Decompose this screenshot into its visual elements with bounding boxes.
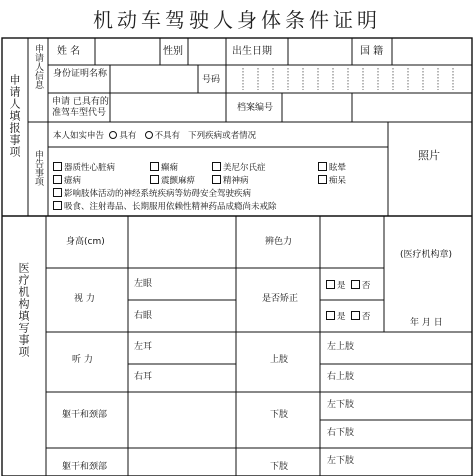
trunk-field[interactable] <box>129 393 235 447</box>
checkbox-icon[interactable] <box>53 188 62 197</box>
condition-item[interactable]: 吸食、注射毒品、长期服用依赖性精神药品成瘾尚未戒除 <box>53 201 277 212</box>
lower-limb-label-2: 下肢 <box>270 462 289 472</box>
checkbox-icon[interactable] <box>318 175 327 184</box>
corrected-label: 是否矫正 <box>262 294 299 304</box>
stamp-label: (医疗机构章) <box>400 250 453 260</box>
nationality-label: 国 籍 <box>360 46 384 57</box>
photo-area[interactable] <box>389 123 471 215</box>
condition-item[interactable]: 美尼尔氏症 <box>212 162 266 173</box>
dob-label: 出生日期 <box>232 46 272 57</box>
height-label: 身高(cm) <box>66 237 105 247</box>
right-upper-label: 右上肢 <box>327 372 355 382</box>
checkbox-icon[interactable] <box>53 201 62 210</box>
license-type-label: 申请 已具有的准驾车型代号 <box>52 97 109 118</box>
left-ear-field[interactable] <box>160 333 235 363</box>
applicant-section-label: 申请人填报事项 <box>8 74 21 158</box>
archive-number-label: 档案编号 <box>237 103 274 113</box>
lower-limb-label: 下肢 <box>270 410 289 420</box>
form-title: 机动车驾驶人身体条件证明 <box>93 8 381 32</box>
declare-prefix: 本人如实申告 <box>53 131 105 141</box>
declare-label: 申告事项 <box>33 150 43 186</box>
declare-line <box>53 131 256 141</box>
left-upper-label: 左上肢 <box>327 342 355 352</box>
color-vision-field[interactable] <box>321 217 383 267</box>
vision-label: 视 力 <box>74 294 95 304</box>
archive-number-field[interactable] <box>283 94 351 121</box>
declare-yes-label: 具有 <box>119 131 137 141</box>
license-type-field[interactable] <box>111 94 225 121</box>
condition-item[interactable]: 癔病 <box>53 175 81 186</box>
medical-section-label: 医疗机构填写事项 <box>17 262 30 358</box>
date-label: 年 月 日 <box>410 318 443 328</box>
right-ear-field[interactable] <box>160 365 235 391</box>
gender-label: 性别 <box>163 46 183 57</box>
photo-label: 照片 <box>418 149 440 162</box>
trunk-label: 躯干和颈部 <box>62 410 108 420</box>
right-eye-field[interactable] <box>160 301 235 331</box>
checkbox-icon[interactable] <box>150 162 159 171</box>
checkbox-icon[interactable] <box>318 162 327 171</box>
applicant-info-label: 申请人信息 <box>33 44 43 89</box>
name-field[interactable] <box>96 39 159 64</box>
left-eye-field[interactable] <box>160 269 235 299</box>
id-number-field[interactable] <box>227 66 471 92</box>
number-label: 号码 <box>202 75 221 85</box>
trunk-label-2: 躯干和颈部 <box>62 462 108 472</box>
checkbox-icon[interactable] <box>212 175 221 184</box>
checkbox-icon[interactable] <box>53 162 62 171</box>
right-lower-label: 右下肢 <box>327 428 355 438</box>
checkbox-icon[interactable] <box>351 280 360 289</box>
right-ear-label: 右耳 <box>134 372 153 382</box>
left-lower-label-2: 左下肢 <box>327 456 355 466</box>
right-eye-label: 右眼 <box>134 311 153 321</box>
checkbox-icon[interactable] <box>150 175 159 184</box>
condition-item[interactable]: 眩晕 <box>318 162 346 173</box>
checkbox-icon[interactable] <box>326 311 335 320</box>
declare-yes-radio[interactable] <box>109 131 117 139</box>
condition-item[interactable]: 器质性心脏病 <box>53 162 115 173</box>
declare-suffix: 下列疾病或者情况 <box>188 131 257 141</box>
checkbox-icon[interactable] <box>53 175 62 184</box>
id-type-field[interactable] <box>111 66 197 92</box>
checkbox-icon[interactable] <box>351 311 360 320</box>
id-type-label: 身份证明名称 <box>53 69 108 79</box>
condition-item[interactable]: 癫痫 <box>150 162 178 173</box>
left-ear-label: 左耳 <box>134 342 153 352</box>
height-field[interactable] <box>129 217 235 267</box>
corrected-right-options: 是 否 <box>326 311 370 322</box>
condition-item[interactable]: 痴呆 <box>318 175 346 186</box>
checkbox-icon[interactable] <box>212 162 221 171</box>
upper-limb-label: 上肢 <box>270 355 289 365</box>
gender-field[interactable] <box>189 39 225 64</box>
condition-item[interactable]: 震颤麻痹 <box>150 175 195 186</box>
name-label: 姓 名 <box>57 46 81 57</box>
condition-item[interactable]: 影响肢体活动的神经系统疾病等妨碍安全驾驶疾病 <box>53 188 251 199</box>
nationality-field[interactable] <box>393 39 471 64</box>
hearing-label: 听 力 <box>72 355 93 365</box>
checkbox-icon[interactable] <box>326 280 335 289</box>
corrected-left-options: 是 否 <box>326 280 370 291</box>
left-eye-label: 左眼 <box>134 279 153 289</box>
left-lower-label: 左下肢 <box>327 400 355 410</box>
declare-no-radio[interactable] <box>145 131 153 139</box>
declare-no-label: 不具有 <box>154 131 181 141</box>
condition-item[interactable]: 精神病 <box>212 175 249 186</box>
dob-field[interactable] <box>289 39 351 64</box>
color-vision-label: 辨色力 <box>265 237 293 247</box>
